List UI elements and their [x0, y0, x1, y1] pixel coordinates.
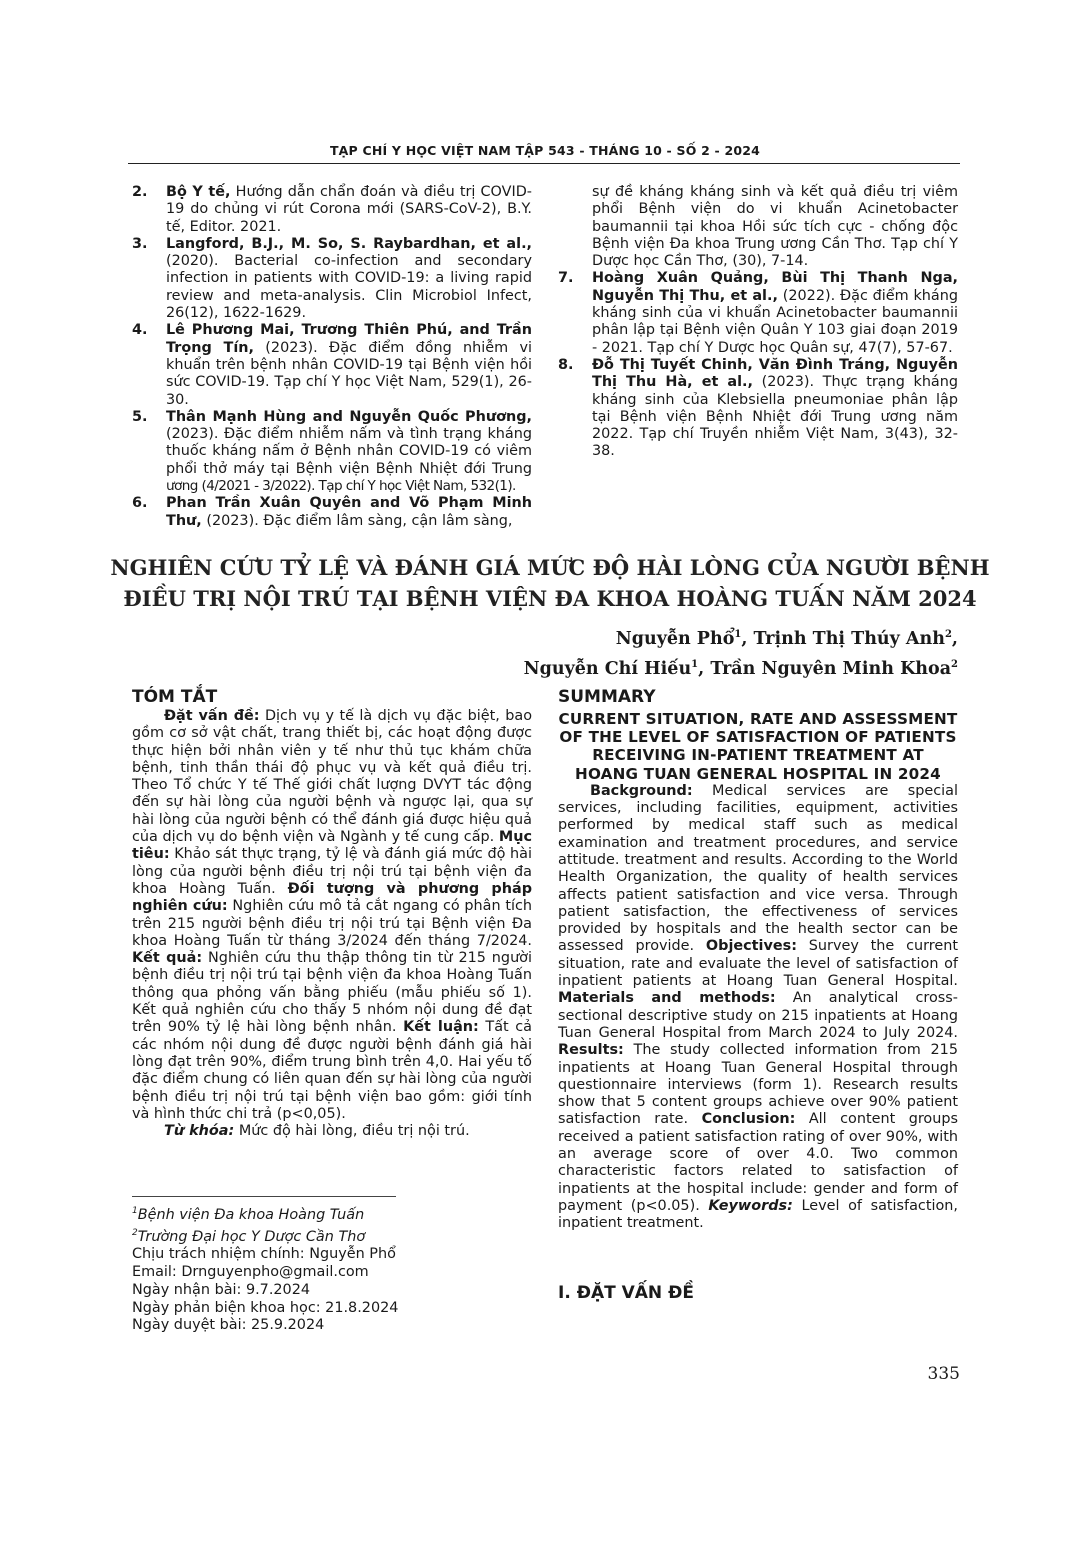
vietnamese-abstract: [132, 686, 532, 1140]
reference-item: [132, 495, 532, 530]
reference-authors: Lê Phương Mai, Trương Thiên Phú, and Trần Trọng Tín,: [166, 322, 532, 356]
article-title-line: ĐIỀU TRỊ NỘI TRÚ TẠI BỆNH VIỆN ĐA KHOA HOÀNG TUẤN NĂM 2024: [123, 586, 977, 611]
abstract-label: Mục tiêu:: [132, 829, 532, 863]
reference-text-condensed: ương (4/2021 - 3/2022). Tạp chí Y học Việt Nam, 532(1).: [166, 478, 516, 495]
article-authors: [430, 622, 958, 682]
abstract-label: Đặt vấn đề:: [164, 708, 260, 724]
reference-text: (2023). Đặc điểm lâm sàng, cận lâm sàng,: [201, 512, 513, 529]
summary-text: The study collected information from 215 inpatients at Hoang Tuan General Hospital through questionnaire interviews (form 1). Research results show that 5 content groups achieve over 90% patient satisfaction rate.: [558, 1042, 958, 1128]
reference-text: (2023). Đặc điểm nhiễm nấm và tình trạng kháng thuốc kháng nấm ở Bệnh nhân COVID-19 có viêm phổi thở máy tại Bệnh viện Bệnh Nhiệt đới Trung: [166, 426, 532, 477]
reference-number: 5.: [132, 408, 148, 425]
reference-authors: Phan Trần Xuân Quyên and Võ Phạm Minh Thư,: [166, 495, 532, 529]
author-affiliation-mark: 2: [944, 629, 952, 640]
summary-title: CURRENT SITUATION, RATE AND ASSESSMENT OF THE LEVEL OF SATISFACTION OF PATIENTS RECEIVING IN-PATIENT TREATMENT AT HOANG TUAN GENERAL HOSPITAL IN 2024: [558, 710, 958, 783]
abstract-text: Nghiên cứu mô tả cắt ngang có phân tích trên 215 người bệnh điều trị nội trú tại Bệnh viện Đa khoa Hoàng Tuấn từ tháng 3/2024 đến tháng 7/2024.: [132, 898, 533, 949]
abstract-text: Nghiên cứu thu thập thông tin từ 215 người bệnh điều trị nội trú tại bệnh viện đa khoa Hoàng Tuấn thông qua phỏng vấn bằng phiếu (mẫu phiếu số 1). Kết quả nghiên cứu cho thấy 5 nhóm nội dung đề đạt trên 90% tỷ lệ hài lòng bệnh nhân.: [132, 950, 532, 1036]
page-number: 335: [927, 1364, 960, 1384]
author-affiliation-mark: 1: [734, 629, 742, 640]
author-name: , Trần Nguyên Minh Khoa: [698, 658, 952, 679]
reference-number: 6.: [132, 495, 148, 512]
header-rule: [128, 163, 960, 164]
running-header: TẠP CHÍ Y HỌC VIỆT NAM TẬP 543 - THÁNG 10 - SỐ 2 - 2024: [329, 143, 761, 158]
keywords: [132, 1123, 532, 1140]
author-name: Nguyễn Chí Hiếu: [523, 658, 692, 679]
affiliation-text: Trường Đại học Y Dược Cần Thơ: [137, 1228, 366, 1245]
summary-label: Objectives:: [705, 938, 797, 955]
reference-item: [132, 409, 532, 495]
reference-number: 2.: [132, 184, 148, 200]
reference-text: Hướng dẫn chẩn đoán và điều trị COVID-19 do chủng vi rút Corona mới (SARS-CoV-2), B.Y. tế, Editor. 2021.: [166, 184, 532, 235]
reference-authors: Hoàng Xuân Quảng, Bùi Thị Thanh Nga, Nguyễn Thị Thu, et al.,: [592, 270, 958, 304]
keywords-label: Từ khóa:: [164, 1123, 235, 1140]
abstract-text: Khảo sát thực trạng, tỷ lệ và đánh giá mức độ hài lòng của người bệnh điều trị nội trú tại bệnh viện đa khoa Hoàng Tuấn.: [132, 846, 532, 897]
date-received: Ngày nhận bài: 9.7.2024: [132, 1281, 311, 1298]
references-left: [132, 184, 532, 530]
reference-text: (2020). Bacterial co-infection and secondary infection in patients with COVID-19: a living rapid review and meta-analysis. Clin Microbiol Infect, 26(12), 1622-1629.: [166, 253, 532, 322]
author-affiliation-mark: 2: [951, 658, 958, 670]
references-right: [558, 184, 958, 461]
footnote-rule: [132, 1196, 396, 1197]
reference-item: [132, 236, 532, 322]
author-name: , Trịnh Thị Thúy Anh: [741, 628, 945, 649]
abstract-label: Đối tượng và phương pháp nghiên cứu:: [132, 880, 532, 915]
abstract-label: Kết quả:: [132, 950, 203, 967]
reference-number: 7.: [558, 270, 574, 287]
english-abstract: [558, 686, 958, 1233]
summary-label: Results:: [558, 1042, 624, 1059]
date-accepted: Ngày duyệt bài: 25.9.2024: [132, 1317, 325, 1334]
reference-text: (2022). Đặc điểm kháng kháng sinh của vi khuẩn Acinetobacter baumannii phân lập tại Bệnh viện Quân Y 103 giai đoạn 2019 - 2021. Tạp chí Y Dược học Quân sự, 47(7), 57-67.: [592, 287, 959, 356]
reference-item: [558, 357, 958, 461]
author-separator: ,: [951, 628, 958, 649]
reference-item: [132, 322, 532, 408]
corresponding-author: Chịu trách nhiệm chính: Nguyễn Phổ: [132, 1246, 396, 1263]
affiliation: [132, 1203, 532, 1225]
reference-number: 8.: [558, 356, 574, 373]
summary-text: Medical services are special services, including facilities, equipment, activities performed by medical staff such as medical examination and treatment procedures, and service attitude. treatment and results. According to the World Health Organization, the quality of health services affects patient satisfaction and vice versa. Through patient satisfaction, the effectiveness of services provided by hospitals and the health sector can be assessed provide.: [558, 782, 958, 955]
reference-authors: Đỗ Thị Tuyết Chinh, Văn Đình Tráng, Nguyễn Thị Thu Hà, et al.,: [592, 356, 958, 391]
author-affiliation-mark: 1: [691, 658, 699, 670]
article-title-line: NGHIÊN CỨU TỶ LỆ VÀ ĐÁNH GIÁ MỨC ĐỘ HÀI LÒNG CỦA NGƯỜI BỆNH: [110, 555, 990, 580]
summary-label: Conclusion:: [701, 1111, 796, 1128]
summary-text: All content groups received a patient satisfaction rating of over 90%, with an average score of over 4.0. Two common characteristic factors related to satisfaction of inpatients at the hospital include: gender and form of payment (p<0.05).: [558, 1111, 958, 1214]
abstract-body: [132, 708, 532, 1123]
footnotes: [132, 1203, 532, 1335]
reference-continuation: sự đề kháng kháng sinh và kết quả điều trị viêm phổi Bệnh viện do vi khuẩn Acinetobacter baumannii tại khoa Hồi sức tích cực - chống độc Bệnh viện Đa khoa Trung ương Cần Thơ. Tạp chí Y Dược học Cần Thơ, (30), 7-14.: [592, 184, 958, 270]
reference-authors: Langford, B.J., M. So, S. Raybardhan, et al.,: [166, 235, 532, 252]
section-heading: I. ĐẶT VẤN ĐỀ: [558, 1283, 694, 1303]
summary-body: [558, 783, 958, 1233]
summary-heading: SUMMARY: [558, 687, 656, 707]
abstract-label: Kết luận:: [403, 1019, 479, 1036]
summary-text: An analytical cross-sectional descriptive study on 215 inpatients at Hoang Tuan General Hospital from March 2024 to July 2024.: [558, 990, 958, 1041]
affiliation-mark: 1: [132, 1206, 138, 1216]
reference-authors: Thân Mạnh Hùng and Nguyễn Quốc Phương,: [166, 408, 532, 425]
affiliation: [132, 1225, 532, 1247]
authors-line: [430, 622, 958, 652]
date-reviewed: Ngày phản biện khoa học: 21.8.2024: [132, 1299, 399, 1316]
authors-line: [430, 652, 958, 682]
summary-keywords-label: Keywords:: [708, 1197, 793, 1214]
abstract-text: Dịch vụ y tế là dịch vụ đặc biệt, bao gồm cơ sở vật chất, trang thiết bị, các hoạt động được thực hiện bởi nhân viên y tế như thủ tục khám chữa bệnh, tinh thần thái độ phục vụ và kết quả điều trị. Theo Tổ chức Y tế Thế giới chất lượng DVYT tác động đến sự hài lòng của người bệnh và ngược lại, qua sự hài lòng của người bệnh có thể đánh giá được hiệu quả của dịch vụ do bệnh viện và Ngành y tế cung cấp.: [132, 708, 532, 846]
reference-number: 3.: [132, 235, 148, 252]
author-name: Nguyễn Phổ: [615, 628, 735, 649]
reference-item: [558, 270, 958, 356]
corresponding-email: Email: Drnguyenpho@gmail.com: [132, 1263, 369, 1280]
article-title: [110, 552, 990, 614]
summary-text: Survey the current situation, rate and evaluate the level of satisfaction of inpatient patients at Hoang Tuan General Hospital.: [558, 938, 959, 990]
reference-item: [132, 184, 532, 236]
reference-text: (2023). Thực trạng kháng kháng sinh của Klebsiella pneumoniae phân lập tại Bệnh viện Bệnh Nhiệt đới Trung ương năm 2022. Tạp chí Truyền nhiễm Việt Nam, 3(43), 32-38.: [592, 374, 959, 460]
affiliation-text: Bệnh viện Đa khoa Hoàng Tuấn: [137, 1206, 365, 1223]
summary-label: Background:: [590, 782, 693, 799]
reference-authors: Bộ Y tế,: [166, 184, 231, 200]
affiliation-mark: 2: [132, 1227, 138, 1238]
keywords-text: Mức độ hài lòng, điều trị nội trú.: [234, 1123, 470, 1140]
abstract-heading: TÓM TẮT: [132, 687, 218, 707]
reference-text: (2023). Đặc điểm đồng nhiễm vi khuẩn trên bệnh nhân COVID-19 tại Bệnh viện hồi sức COVID-19. Tạp chí Y học Việt Nam, 529(1), 26-30.: [166, 339, 532, 408]
summary-label: Materials and methods:: [558, 990, 776, 1007]
reference-number: 4.: [132, 322, 148, 339]
summary-keywords-text: Level of satisfaction, inpatient treatment.: [558, 1197, 958, 1232]
abstract-text: Tất cả các nhóm nội dung đề được người bệnh đánh giá hài lòng đạt trên 90%, điểm trung bình trên 4,0. Hai yếu tố đặc điểm chung có liên quan đến sự hài lòng của người bệnh điều trị nội trú tại bệnh viện bao gồm: giới tính và hình thức chi trả (p<0,05).: [132, 1019, 532, 1122]
